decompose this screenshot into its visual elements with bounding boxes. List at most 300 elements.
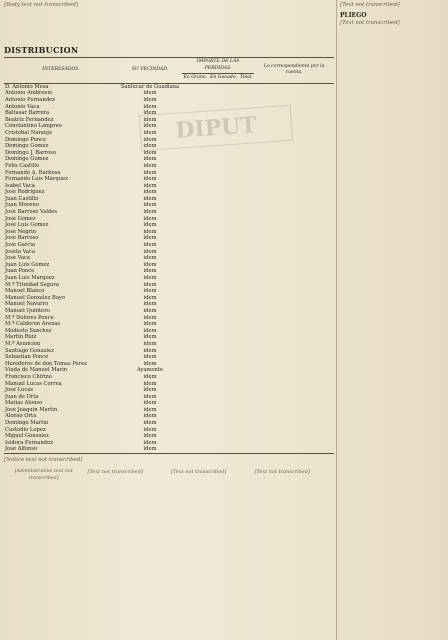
row-grain	[182, 249, 208, 256]
table-row	[4, 196, 334, 203]
row-cattle	[208, 123, 238, 130]
row-grain	[182, 163, 208, 170]
row-name: Baltasar Barrera	[5, 110, 50, 117]
row-cattle	[208, 242, 238, 249]
table-title: DISTRIBUCION	[4, 45, 79, 55]
row-share	[254, 143, 334, 150]
table-row	[4, 446, 334, 453]
row-grain	[182, 295, 208, 302]
table-row	[4, 143, 334, 150]
row-share	[254, 255, 334, 262]
row-grain	[182, 348, 208, 355]
bottom-col-2: [Text not transcribed]	[87, 469, 143, 476]
row-share	[254, 156, 334, 163]
table-row	[4, 130, 334, 137]
row-town: Ayamonte	[136, 367, 164, 374]
row-total	[239, 156, 255, 163]
row-name: Josefa Vaca	[5, 248, 35, 255]
row-cattle	[208, 387, 238, 394]
row-town: idem	[143, 110, 157, 117]
row-share	[254, 334, 334, 341]
row-name: Manuel Blanco	[5, 288, 45, 295]
row-name: Herederos de don Tomas Perez	[5, 360, 88, 367]
row-cattle	[208, 249, 238, 256]
row-cattle	[208, 446, 238, 453]
row-share	[254, 83, 334, 90]
row-total	[239, 446, 255, 453]
row-total	[239, 433, 255, 440]
row-share	[254, 394, 334, 401]
row-share	[254, 216, 334, 223]
row-grain	[182, 209, 208, 216]
row-total	[239, 328, 255, 335]
row-name: Domingo J. Barroso	[5, 149, 57, 156]
row-name: M.ª Calderon Arenas	[5, 321, 61, 328]
row-town: idem	[143, 195, 157, 202]
row-total	[239, 348, 255, 355]
row-name: Juan Moreno	[5, 202, 39, 209]
row-town: idem	[143, 255, 157, 262]
row-town: idem	[143, 373, 157, 380]
row-share	[254, 183, 334, 190]
row-name: Beatriz Fernandez	[5, 116, 54, 123]
row-cattle	[208, 420, 238, 427]
row-cattle	[208, 275, 238, 282]
col-header-vecindad: SU VECINDAD.	[118, 58, 182, 84]
table-row	[4, 249, 334, 256]
row-grain	[182, 170, 208, 177]
row-cattle	[208, 427, 238, 434]
row-name: D. Antonio Mesa	[5, 83, 49, 90]
row-grain	[182, 420, 208, 427]
row-total	[239, 440, 255, 447]
row-share	[254, 308, 334, 315]
row-total	[239, 137, 255, 144]
row-total	[239, 202, 255, 209]
row-town: idem	[143, 116, 157, 123]
row-town: idem	[143, 136, 157, 143]
row-name: José Barroso Valdes	[5, 209, 58, 216]
row-cattle	[208, 433, 238, 440]
row-share	[254, 407, 334, 414]
row-name: José Gómez	[5, 215, 36, 222]
table-row	[4, 216, 334, 223]
row-cattle	[208, 97, 238, 104]
table-row	[4, 308, 334, 315]
table-row	[4, 83, 334, 90]
row-share	[254, 137, 334, 144]
row-total	[239, 143, 255, 150]
table-row	[4, 235, 334, 242]
row-cattle	[208, 354, 238, 361]
row-total	[239, 301, 255, 308]
row-share	[254, 97, 334, 104]
row-cattle	[208, 394, 238, 401]
left-column	[4, 2, 334, 638]
row-name: Matias Alonso	[5, 400, 43, 407]
row-town: idem	[143, 275, 157, 281]
row-share	[254, 288, 334, 295]
row-town: idem	[143, 281, 157, 288]
row-town: idem	[143, 439, 157, 446]
row-cattle	[208, 156, 238, 163]
row-share	[254, 354, 334, 361]
row-name: Miguel Gonzalez	[5, 433, 49, 440]
row-share	[254, 90, 334, 97]
row-grain	[182, 104, 208, 111]
row-total	[239, 308, 255, 315]
row-town: idem	[143, 334, 157, 341]
row-name: M.ª Trinidad Segura	[5, 281, 59, 288]
row-share	[254, 170, 334, 177]
row-name: M.ª Dolores Ponce	[5, 314, 54, 321]
row-name: Antonio Vaca	[5, 103, 40, 110]
row-cattle	[208, 308, 238, 315]
bottom-row	[4, 469, 334, 482]
row-name: José Rodriguez	[5, 189, 45, 196]
row-name: José Vaca	[5, 255, 30, 262]
table-row	[4, 394, 334, 401]
row-name: Cristóbal Naranjo	[5, 129, 52, 136]
row-cattle	[208, 176, 238, 183]
row-grain	[182, 315, 208, 322]
row-total	[239, 334, 255, 341]
row-grain	[182, 117, 208, 124]
row-cattle	[208, 315, 238, 322]
row-cattle	[208, 288, 238, 295]
row-share	[254, 446, 334, 453]
totals-cell	[4, 454, 118, 455]
row-town: idem	[143, 242, 157, 249]
row-cattle	[208, 183, 238, 190]
row-name: Domingo Gomez	[5, 156, 49, 163]
row-name: Santiago Gonzalez	[5, 347, 54, 354]
table-row	[4, 229, 334, 236]
row-name: Alonso Orta	[5, 413, 37, 420]
totals-cell	[182, 454, 208, 455]
row-total	[239, 249, 255, 256]
row-name: José García	[5, 242, 35, 249]
row-town: idem	[143, 347, 157, 354]
row-cattle	[208, 202, 238, 209]
row-grain	[182, 413, 208, 420]
col-header-grano: En Grano.	[182, 74, 208, 84]
row-cattle	[208, 374, 238, 381]
row-name: Fernando Luis Márquez	[5, 176, 68, 183]
row-cattle	[208, 301, 238, 308]
row-total	[239, 282, 255, 289]
row-grain	[182, 123, 208, 130]
table-row	[4, 90, 334, 97]
pliego-heading: PLIEGO	[340, 12, 367, 19]
row-town: idem	[143, 123, 157, 130]
table-row	[4, 170, 334, 177]
row-cattle	[208, 413, 238, 420]
row-name: Viuda de Manuel Marin	[5, 367, 68, 374]
table-row	[4, 295, 334, 302]
row-town: Sanlúcar de Guadiana	[120, 83, 180, 90]
row-town: idem	[143, 169, 157, 176]
row-grain	[182, 308, 208, 315]
row-name: Juan de Orta	[5, 393, 39, 400]
row-grain	[182, 381, 208, 388]
row-town: idem	[143, 307, 157, 314]
group-header-perdidas: IMPORTE DE LAS PERDIDAS.	[182, 58, 254, 74]
row-town: idem	[143, 420, 157, 427]
row-town: idem	[143, 176, 157, 183]
table-row	[4, 110, 334, 117]
table-row	[4, 268, 334, 275]
table-row	[4, 282, 334, 289]
row-total	[239, 97, 255, 104]
row-total	[239, 262, 255, 269]
row-total	[239, 222, 255, 229]
row-total	[239, 216, 255, 223]
row-name: Domingo Gomez	[5, 143, 49, 150]
row-grain	[182, 156, 208, 163]
row-grain	[182, 229, 208, 236]
row-share	[254, 117, 334, 124]
table-row	[4, 440, 334, 447]
row-cattle	[208, 216, 238, 223]
row-grain	[182, 354, 208, 361]
row-name: Constantino Lampreo	[5, 123, 62, 130]
watermark-stamp: DIPUT	[139, 105, 293, 152]
row-town: idem	[143, 235, 157, 242]
table-row	[4, 354, 334, 361]
row-total	[239, 321, 255, 328]
row-town: idem	[143, 149, 157, 156]
right-column	[340, 2, 444, 638]
row-grain	[182, 130, 208, 137]
row-town: idem	[143, 380, 157, 387]
row-town: idem	[143, 202, 157, 209]
row-total	[239, 387, 255, 394]
row-town: idem	[143, 248, 157, 255]
row-total	[239, 183, 255, 190]
row-name: Manuel Lucas Correa	[5, 380, 62, 387]
row-share	[254, 235, 334, 242]
table-row	[4, 202, 334, 209]
col-header-interesados: INTERESADOS.	[4, 58, 118, 84]
table-row	[4, 348, 334, 355]
table-row	[4, 361, 334, 368]
row-total	[239, 288, 255, 295]
totals-cell	[208, 454, 238, 455]
table-row	[4, 367, 334, 374]
table-row	[4, 183, 334, 190]
row-name: Juan Ponce	[5, 268, 35, 275]
table-row	[4, 374, 334, 381]
row-grain	[182, 143, 208, 150]
row-total	[239, 196, 255, 203]
admin-block: [Administrative text not transcribed]	[14, 469, 73, 481]
row-grain	[182, 110, 208, 117]
row-town: idem	[143, 268, 157, 275]
table-row	[4, 176, 334, 183]
row-grain	[182, 176, 208, 183]
row-grain	[182, 150, 208, 157]
table-row	[4, 242, 334, 249]
row-share	[254, 282, 334, 289]
row-total	[239, 374, 255, 381]
row-cattle	[208, 262, 238, 269]
row-total	[239, 235, 255, 242]
row-share	[254, 400, 334, 407]
row-town: idem	[143, 96, 157, 103]
row-town: idem	[143, 103, 157, 110]
table-row	[4, 104, 334, 111]
table-row	[4, 407, 334, 414]
row-grain	[182, 301, 208, 308]
row-town: idem	[143, 162, 157, 169]
row-name: Juan Castillo	[5, 195, 39, 202]
table-row	[4, 315, 334, 322]
row-grain	[182, 83, 208, 90]
row-share	[254, 328, 334, 335]
row-share	[254, 321, 334, 328]
table-row	[4, 123, 334, 130]
pliego-text: [Text not transcribed]	[340, 20, 400, 26]
row-town: idem	[143, 288, 157, 295]
row-town: idem	[143, 406, 157, 413]
table-row	[4, 255, 334, 262]
row-cattle	[208, 255, 238, 262]
row-share	[254, 387, 334, 394]
row-total	[239, 209, 255, 216]
row-town: idem	[143, 433, 157, 440]
row-share	[254, 150, 334, 157]
table-row	[4, 275, 334, 282]
row-grain	[182, 433, 208, 440]
row-name: Domingo Martin	[5, 420, 49, 427]
row-cattle	[208, 381, 238, 388]
row-town: idem	[143, 129, 157, 136]
row-cattle	[208, 361, 238, 368]
row-share	[254, 130, 334, 137]
row-share	[254, 374, 334, 381]
row-grain	[182, 321, 208, 328]
table-row	[4, 163, 334, 170]
row-cattle	[208, 440, 238, 447]
row-total	[239, 189, 255, 196]
row-total	[239, 83, 255, 90]
row-total	[239, 407, 255, 414]
row-share	[254, 420, 334, 427]
row-cattle	[208, 222, 238, 229]
row-cattle	[208, 130, 238, 137]
row-total	[239, 150, 255, 157]
bottom-col-4: [Text not transcribed]	[254, 469, 310, 476]
row-share	[254, 348, 334, 355]
row-share	[254, 367, 334, 374]
row-grain	[182, 262, 208, 269]
row-town: idem	[143, 228, 157, 235]
row-town: idem	[143, 90, 157, 97]
row-grain	[182, 90, 208, 97]
row-total	[239, 229, 255, 236]
row-town: idem	[143, 360, 157, 367]
row-cattle	[208, 104, 238, 111]
row-share	[254, 427, 334, 434]
table-body	[4, 83, 334, 454]
row-cattle	[208, 83, 238, 90]
row-grain	[182, 361, 208, 368]
row-share	[254, 433, 334, 440]
row-grain	[182, 189, 208, 196]
row-share	[254, 268, 334, 275]
row-total	[239, 255, 255, 262]
table-row	[4, 209, 334, 216]
row-total	[239, 315, 255, 322]
table-row	[4, 321, 334, 328]
bottom-col-3: [Text not transcribed]	[171, 469, 227, 476]
row-grain	[182, 255, 208, 262]
table-row	[4, 387, 334, 394]
row-total	[239, 176, 255, 183]
row-name: José Lucas	[5, 387, 34, 394]
row-cattle	[208, 117, 238, 124]
table-row	[4, 420, 334, 427]
row-cattle	[208, 209, 238, 216]
table-row	[4, 341, 334, 348]
row-grain	[182, 374, 208, 381]
intro-text: [Body text not transcribed]	[4, 2, 79, 8]
right-top-text: [Text not transcribed]	[340, 2, 400, 8]
row-share	[254, 202, 334, 209]
row-grain	[182, 400, 208, 407]
row-total	[239, 90, 255, 97]
column-divider	[336, 0, 337, 640]
row-total	[239, 295, 255, 302]
row-name: Domingo Ponce	[5, 136, 47, 143]
row-total	[239, 163, 255, 170]
row-town: idem	[143, 294, 157, 301]
row-name: Fernando A. Barbosa	[5, 169, 61, 176]
row-grain	[182, 407, 208, 414]
row-name: Francisco Chirino	[5, 373, 52, 380]
row-cattle	[208, 90, 238, 97]
row-cattle	[208, 143, 238, 150]
row-name: Juan Luis Márquez	[5, 275, 55, 281]
row-share	[254, 110, 334, 117]
row-total	[239, 110, 255, 117]
row-name: José Alfonso	[5, 446, 38, 453]
row-cattle	[208, 268, 238, 275]
row-total	[239, 130, 255, 137]
row-cattle	[208, 367, 238, 374]
row-name: Antonio Ambrosio	[5, 90, 53, 97]
row-share	[254, 249, 334, 256]
row-total	[239, 361, 255, 368]
row-share	[254, 209, 334, 216]
col-header-total: Total.	[239, 74, 255, 84]
notice-text: [Notice text not transcribed]	[4, 457, 83, 464]
row-total	[239, 123, 255, 130]
totals-cell	[239, 454, 255, 455]
row-grain	[182, 242, 208, 249]
row-cattle	[208, 189, 238, 196]
row-share	[254, 104, 334, 111]
row-grain	[182, 387, 208, 394]
row-share	[254, 242, 334, 249]
table-row	[4, 262, 334, 269]
row-cattle	[208, 407, 238, 414]
row-total	[239, 394, 255, 401]
row-share	[254, 222, 334, 229]
row-cattle	[208, 163, 238, 170]
row-share	[254, 229, 334, 236]
